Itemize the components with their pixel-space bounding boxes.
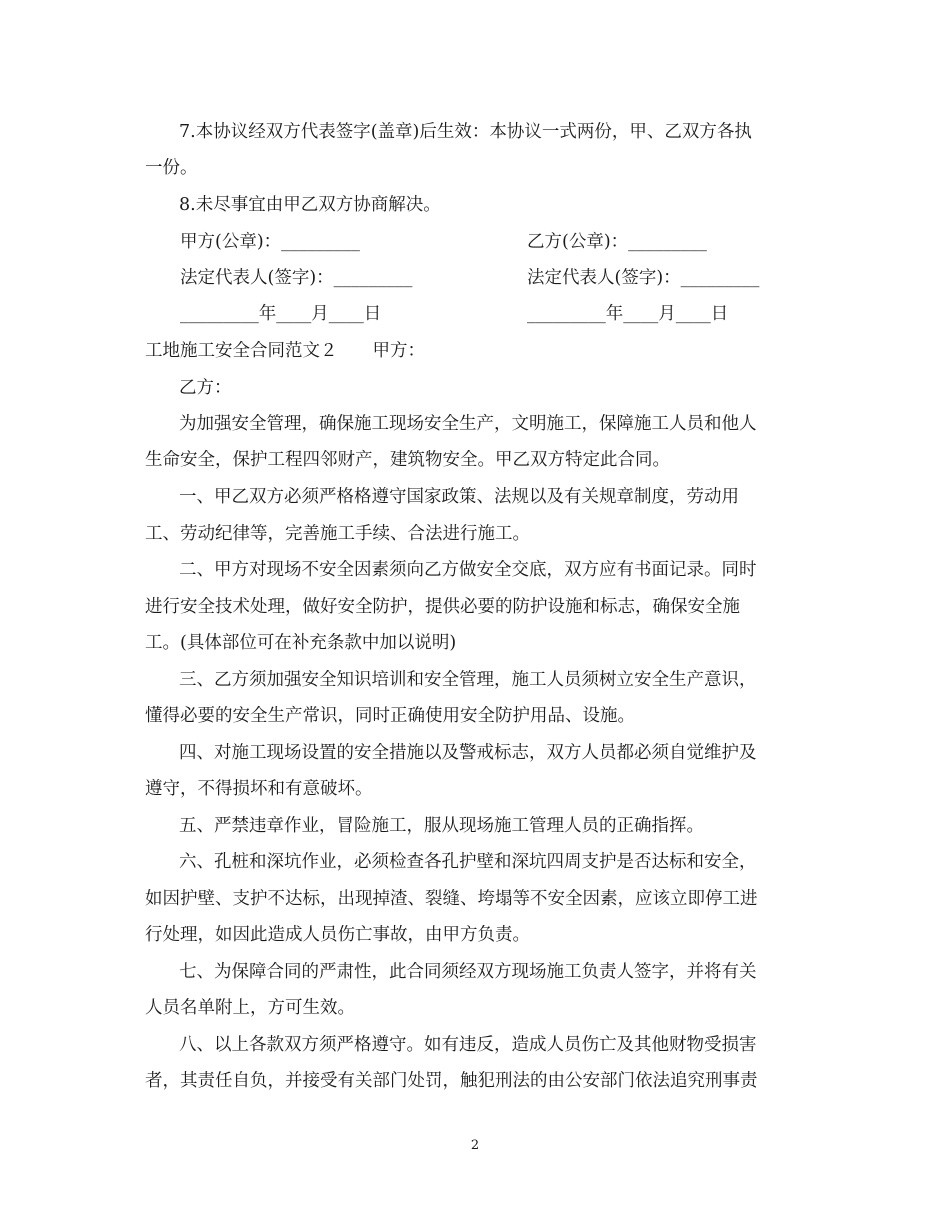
body-line: 懂得必要的安全生产常识，同时正确使用安全防护用品、设施。	[145, 706, 635, 726]
body-line: 为加强安全管理，确保施工现场安全生产，文明施工，保障施工人员和他人	[179, 414, 757, 434]
party-b-seal: 乙方(公章)：_________	[527, 232, 707, 252]
clause-7-line-2: 一份。	[145, 158, 198, 178]
body-line: 如因护壁、支护不达标，出现掉渣、裂缝、垮塌等不安全因素，应该立即停工进	[145, 889, 758, 909]
body-line: 人员名单附上，方可生效。	[145, 998, 355, 1018]
page-number: 2	[470, 1138, 480, 1153]
body-line: 三、乙方须加强安全知识培训和安全管理，施工人员须树立安全生产意识，	[179, 670, 757, 690]
body-line: 工。(具体部位可在补充条款中加以说明)	[145, 633, 457, 653]
contract-2-title: 工地施工安全合同范文２ 甲方：	[145, 341, 425, 361]
body-line: 六、孔桩和深坑作业，必须检查各孔护壁和深坑四周支护是否达标和安全，	[179, 852, 757, 872]
body-line: 生命安全，保护工程四邻财产，建筑物安全。甲乙双方特定此合同。	[145, 450, 670, 470]
party-b-date: _________年____月____日	[527, 304, 729, 324]
body-line: 工、劳动纪律等，完善施工手续、合法进行施工。	[145, 524, 530, 544]
party-a-rep: 法定代表人(签字)：_________	[180, 268, 413, 288]
body-line: 遵守，不得损坏和有意破坏。	[145, 779, 373, 799]
body-line: 四、对施工现场设置的安全措施以及警戒标志，双方人员都必须自觉维护及	[179, 743, 757, 763]
clause-8: 8.未尽事宜由甲乙双方协商解决。	[179, 195, 441, 215]
body-line: 一、甲乙双方必须严格格遵守国家政策、法规以及有关规章制度，劳动用	[179, 487, 739, 507]
body-line: 者，其责任自负，并接受有关部门处罚，触犯刑法的由公安部门依法追究刑事责	[145, 1071, 758, 1091]
body-line: 八、以上各款双方须严格遵守。如有违反，造成人员伤亡及其他财物受损害	[179, 1035, 757, 1055]
body-line: 进行安全技术处理，做好安全防护，提供必要的防护设施和标志，确保安全施	[145, 597, 740, 617]
body-line: 五、严禁违章作业，冒险施工，服从现场施工管理人员的正确指挥。	[179, 816, 704, 836]
clause-7-line-1: 7.本协议经双方代表签字(盖章)后生效：本协议一式两份，甲、乙双方各执	[179, 122, 752, 142]
body-line: 七、为保障合同的严肃性，此合同须经双方现场施工负责人签字，并将有关	[179, 962, 757, 982]
party-a-date: _________年____月____日	[180, 304, 382, 324]
body-line: 二、甲方对现场不安全因素须向乙方做安全交底，双方应有书面记录。同时	[179, 560, 757, 580]
party-a-seal: 甲方(公章)：_________	[180, 232, 360, 252]
party-b-rep: 法定代表人(签字)：_________	[527, 268, 760, 288]
body-line: 行处理，如因此造成人员伤亡事故，由甲方负责。	[145, 925, 530, 945]
contract-2-party-b: 乙方：	[179, 378, 232, 398]
